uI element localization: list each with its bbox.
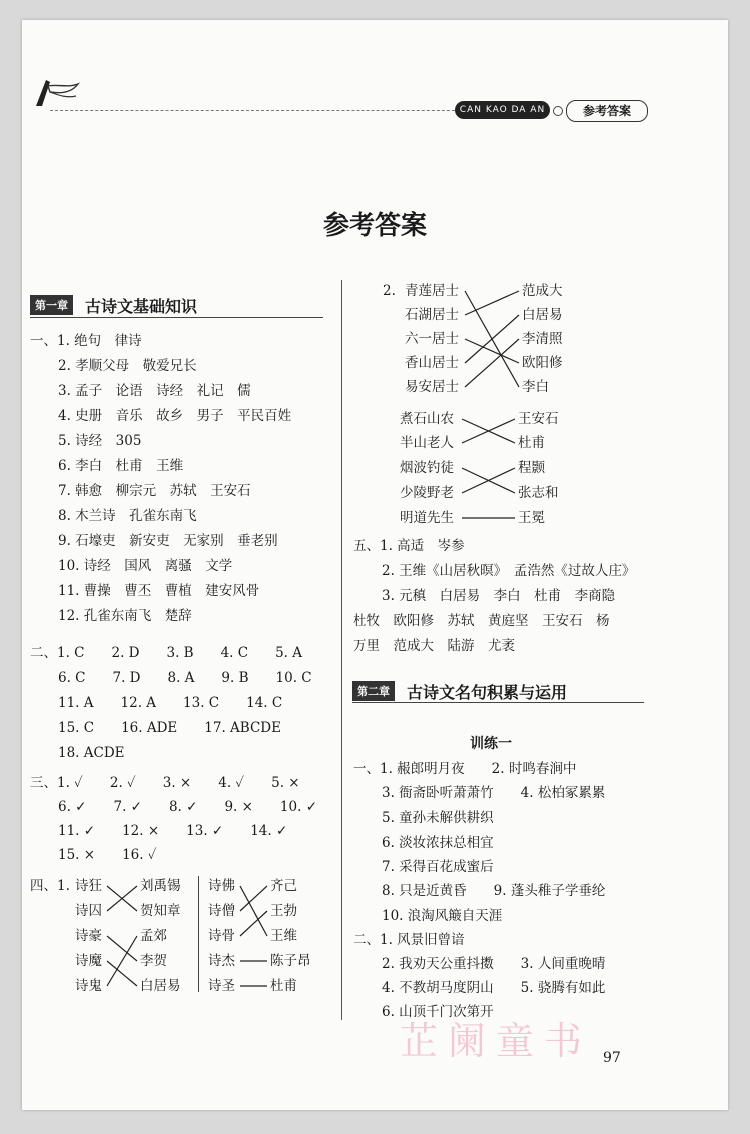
match-right-term: 白居易 — [140, 978, 181, 994]
answer-line: 4. 史册 音乐 故乡 男子 平民百姓 — [58, 408, 292, 424]
connector-line — [107, 936, 137, 986]
match-left-term: 少陵野老 — [400, 485, 454, 501]
match-left-term: 诗鬼 — [75, 978, 102, 994]
match-right-term: 王安石 — [518, 411, 559, 427]
answer-line: 二、1. C 2. D 3. B 4. C 5. A — [30, 645, 303, 661]
match4-label: 四、1. — [30, 878, 70, 894]
answer-line: 7. 韩愈 柳宗元 苏轼 王安石 — [58, 483, 251, 499]
match-right-term: 李清照 — [522, 331, 563, 347]
page-title: 参考答案 — [322, 211, 427, 241]
match-left-term: 易安居士 — [405, 379, 459, 395]
answer-line: 7. 采得百花成蜜后 — [382, 859, 494, 875]
match-right-term: 孟郊 — [140, 928, 167, 944]
answer-line: 11. 曹操 曹丕 曹植 建安风骨 — [58, 583, 260, 599]
answer-line: 15. C 16. ADE 17. ABCDE — [58, 720, 281, 736]
answer-line: 9. 石壕吏 新安吏 无家别 垂老别 — [58, 533, 278, 549]
chapter2-tag: 第二章 — [352, 681, 395, 701]
match-left-term: 石湖居士 — [405, 307, 459, 323]
match-right-term: 李白 — [522, 379, 549, 395]
match-left-term: 诗僧 — [208, 903, 235, 919]
answer-line: 11. ✓ 12. × 13. ✓ 14. ✓ — [58, 823, 288, 839]
connector-line — [465, 291, 519, 315]
connector-line — [240, 911, 267, 936]
answer-line: 3. 元稹 白居易 李白 杜甫 李商隐 — [382, 588, 616, 604]
match-right-term: 陈子昂 — [270, 953, 311, 969]
answer-line: 5. 童孙未解供耕织 — [382, 810, 494, 826]
match-left-term: 诗圣 — [208, 978, 235, 994]
answer-line: 2. 我劝天公重抖擞 3. 人间重晚晴 — [382, 956, 606, 972]
chapter2-title: 古诗文名句积累与运用 — [407, 682, 568, 702]
match-right-term: 刘禹锡 — [140, 878, 181, 894]
match-right-term: 范成大 — [522, 283, 563, 299]
answer-line: 一、1. 绝句 律诗 — [30, 333, 142, 349]
match-right-term: 贺知章 — [140, 903, 181, 919]
match-left-term: 诗骨 — [208, 928, 235, 944]
answer-line: 6. 李白 杜甫 王维 — [58, 458, 184, 474]
answer-line: 3. 孟子 论语 诗经 礼记 儒 — [58, 383, 251, 399]
connector-line — [465, 339, 519, 387]
answer-line: 3. 衙斋卧听萧萧竹 4. 松柏冢累累 — [382, 785, 606, 801]
answer-line: 二、1. 风景旧曾谙 — [353, 932, 465, 948]
page-number: 97 — [603, 1050, 621, 1066]
answer-line: 五、1. 高适 岑参 — [353, 538, 465, 554]
answer-line: 6. C 7. D 8. A 9. B 10. C — [58, 670, 312, 686]
chapter1-tag: 第一章 — [30, 295, 73, 315]
answer-line: 15. × 16. ✓ — [58, 847, 157, 863]
header-pinyin: CAN KAO DA AN — [455, 101, 550, 119]
answer-line: 2. 孝顺父母 敬爱兄长 — [58, 358, 197, 374]
match-left-term: 诗狂 — [75, 878, 102, 894]
match-left-term: 香山居士 — [405, 355, 459, 371]
answer-line: 12. 孔雀东南飞 楚辞 — [58, 608, 192, 624]
answer-line: 4. 不教胡马度阴山 5. 骁腾有如此 — [382, 980, 606, 996]
answer-line: 10. 诗经 国风 离骚 文学 — [58, 558, 233, 574]
connector-line — [240, 886, 267, 911]
answer-line: 6. ✓ 7. ✓ 8. ✓ 9. × 10. ✓ — [58, 799, 318, 815]
match-left-term: 烟波钓徒 — [400, 460, 454, 476]
match-right-term: 杜甫 — [518, 435, 545, 451]
match-left-term: 煮石山农 — [400, 411, 454, 427]
answer-line: 8. 木兰诗 孔雀东南飞 — [58, 508, 197, 524]
connector-line — [107, 961, 137, 986]
match-right-term: 李贺 — [140, 953, 167, 969]
match-right-term: 王勃 — [270, 903, 297, 919]
match-right-term: 王冕 — [518, 510, 545, 526]
answer-line: 一、1. 赧郎明月夜 2. 时鸣春涧中 — [353, 761, 577, 777]
training-title: 训练一 — [470, 736, 512, 752]
match-left-term: 六一居士 — [405, 331, 459, 347]
answer-line: 6. 山顶千门次第开 — [382, 1004, 494, 1020]
answer-line: 三、1. ✓ 2. ✓ 3. × 4. ✓ 5. × — [30, 775, 300, 791]
answer-line: 8. 只是近黄昏 9. 蓬头稚子学垂纶 — [382, 883, 606, 899]
match-right-term: 欧阳修 — [522, 355, 563, 371]
match-left-term: 诗杰 — [208, 953, 235, 969]
match2-label: 2. — [383, 283, 396, 299]
answer-line: 杜牧 欧阳修 苏轼 黄庭坚 王安石 杨 — [353, 613, 610, 629]
match-right-term: 齐己 — [270, 878, 297, 894]
answer-line: 6. 淡妆浓抹总相宜 — [382, 835, 494, 851]
match-left-term: 半山老人 — [400, 435, 454, 451]
match-right-term: 白居易 — [522, 307, 563, 323]
answer-line: 2. 王维《山居秋暝》 孟浩然《过故人庄》 — [382, 563, 636, 579]
connector-line — [465, 315, 519, 363]
match-left-term: 诗囚 — [75, 903, 102, 919]
connector-line — [107, 936, 137, 961]
match-right-term: 杜甫 — [270, 978, 297, 994]
match-right-term: 王维 — [270, 928, 297, 944]
answer-line: 万里 范成大 陆游 尤袤 — [353, 638, 515, 654]
watermark: 芷阑童书 — [400, 1019, 593, 1063]
chapter1-title: 古诗文基础知识 — [85, 296, 198, 316]
match-left-term: 诗豪 — [75, 928, 102, 944]
match-right-term: 张志和 — [518, 485, 559, 501]
connector-line — [240, 886, 267, 936]
match-left-term: 明道先生 — [400, 510, 454, 526]
answer-line: 10. 浪淘风簸自天涯 — [382, 908, 503, 924]
answer-line: 5. 诗经 305 — [58, 433, 142, 449]
match-left-term: 诗佛 — [208, 878, 235, 894]
match-left-term: 青莲居士 — [405, 283, 459, 299]
answer-line: 11. A 12. A 13. C 14. C — [58, 695, 283, 711]
connector-line — [465, 339, 519, 363]
header-badge: 参考答案 — [566, 100, 648, 122]
answer-line: 18. ACDE — [58, 745, 125, 761]
match-right-term: 程颢 — [518, 460, 545, 476]
match-left-term: 诗魔 — [75, 953, 102, 969]
